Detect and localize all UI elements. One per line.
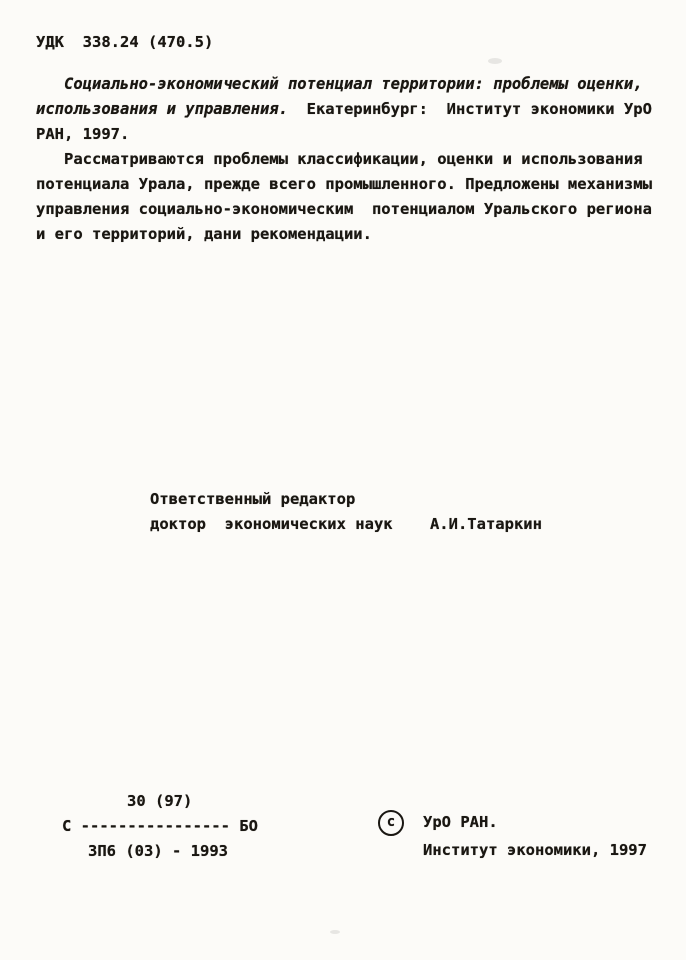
- editor-role-line: Ответственный редактор: [150, 490, 356, 508]
- bib-title-line-1: Социально-экономический потенциал территории: проблемы оценки,: [64, 75, 643, 93]
- bib-imprint-line-2-part: Екатеринбург: Институт экономики УрО: [287, 100, 652, 118]
- scan-speck: [330, 930, 340, 934]
- bib-title-line-2-italic-part: использования и управления.: [36, 100, 288, 118]
- classification-code-denominator: ЗП6 (03) - 1993: [88, 842, 228, 860]
- copyright-publisher-year-line: Институт экономики, 1997: [423, 841, 647, 859]
- copyright-icon: с: [378, 810, 404, 836]
- abstract-line-3: управления социально-экономическим потенциалом Уральского региона: [36, 200, 652, 218]
- classification-code-rule-line: С ---------------- БО: [62, 817, 258, 835]
- scan-speck: [488, 58, 502, 64]
- classification-code-numerator: 30 (97): [127, 792, 193, 810]
- copyright-holder-line: УрО РАН.: [423, 813, 498, 831]
- abstract-line-2: потенциала Урала, прежде всего промышленного. Предложены механизмы: [36, 175, 652, 193]
- editor-name-line: доктор экономических наук А.И.Татаркин: [150, 515, 542, 533]
- abstract-paragraph: [36, 147, 676, 247]
- bib-title-line-2: [36, 97, 676, 122]
- bib-imprint-line-3: РАН, 1997.: [36, 125, 130, 143]
- bibliographic-entry: [36, 72, 676, 147]
- abstract-line-4: и его территорий, дани рекомендации.: [36, 225, 372, 243]
- responsible-editor-block: [150, 487, 630, 537]
- udk-classification-line: УДК 338.24 (470.5): [36, 33, 214, 51]
- abstract-line-1: Рассматриваются проблемы классификации, оценки и использования: [64, 150, 643, 168]
